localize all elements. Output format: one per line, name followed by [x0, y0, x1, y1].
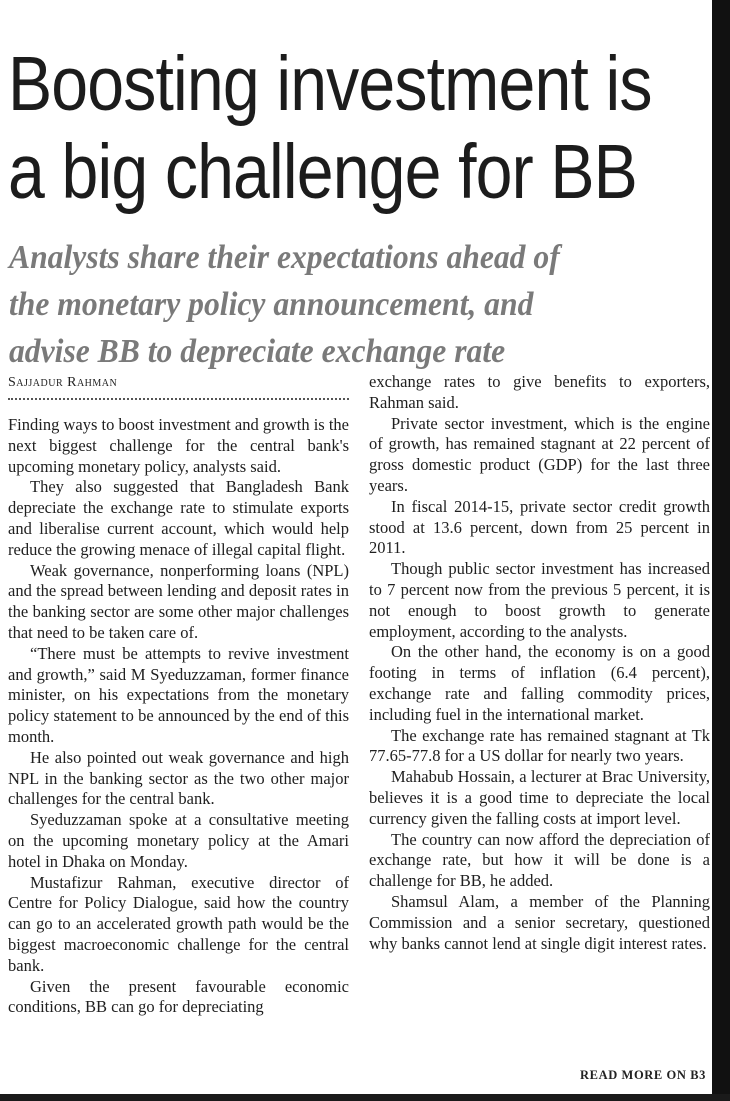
paragraph: Mahabub Hossain, a lecturer at Brac University, believes it is a good time to depreciate the local currency given the falling costs at import level.	[369, 767, 710, 828]
article-column-1	[8, 415, 349, 1018]
subheadline-line: Analysts share their expectations ahead of	[9, 239, 560, 276]
article-column-2	[369, 372, 710, 954]
paragraph: Weak governance, nonperforming loans (NPL) and the spread between lending and deposit rates in the banking sector are some other major challenges that need to be taken care of.	[8, 560, 349, 642]
paragraph: Shamsul Alam, a member of the Planning Commission and a senior secretary, questioned why banks cannot lend at single digit interest rates.	[369, 891, 710, 953]
page-bottom-bar	[0, 1094, 730, 1101]
paragraph: Though public sector investment has increased to 7 percent now from the previous 5 percent, it is not enough to boost growth to generate employment, according to the analysts.	[369, 559, 710, 641]
paragraph: The exchange rate has remained stagnant at Tk 77.65-77.8 for a US dollar for nearly two years.	[369, 725, 710, 766]
read-more-link[interactable]: READ MORE ON B3	[580, 1068, 707, 1082]
paragraph: Finding ways to boost investment and growth is the next biggest challenge for the central bank's upcoming monetary policy, analysts said.	[8, 415, 349, 476]
byline-divider	[8, 398, 349, 400]
subheadline-line: the monetary policy announcement, and	[9, 286, 534, 323]
headline-line: a big challenge for BB	[8, 129, 637, 215]
paragraph: He also pointed out weak governance and high NPL in the banking sector as the two other major challenges for the central bank.	[8, 747, 349, 809]
byline: Sajjadur Rahman	[8, 375, 118, 390]
page-edge-bar	[712, 0, 730, 1101]
paragraph: Given the present favourable economic conditions, BB can go for depreciating	[8, 976, 349, 1017]
paragraph: Syeduzzaman spoke at a consultative meeting on the upcoming monetary policy at the Amari hotel in Dhaka on Monday.	[8, 810, 349, 871]
paragraph: They also suggested that Bangladesh Bank depreciate the exchange rate to stimulate exports and liberalise current account, which would help reduce the growing menace of illegal capital flight.	[8, 477, 349, 559]
paragraph: exchange rates to give benefits to exporters, Rahman said.	[369, 372, 710, 412]
headline	[8, 40, 652, 216]
paragraph: On the other hand, the economy is on a good footing in terms of inflation (6.4 percent), exchange rate and falling commodity prices, including fuel in the international market.	[369, 642, 710, 724]
subheadline	[9, 234, 660, 375]
paragraph: In fiscal 2014-15, private sector credit growth stood at 13.6 percent, down from 25 percent in 2011.	[369, 496, 710, 558]
paragraph: Private sector investment, which is the engine of growth, has remained stagnant at 22 percent of gross domestic product (GDP) for the last three years.	[369, 413, 710, 495]
subheadline-line: advise BB to depreciate exchange rate	[9, 333, 506, 370]
paragraph: The country can now afford the depreciation of exchange rate, but how it will be done is a challenge for BB, he added.	[369, 829, 710, 891]
paragraph: “There must be attempts to revive investment and growth,” said M Syeduzzaman, former finance minister, on his expectations from the monetary policy statement to be announced by the end of this month.	[8, 643, 349, 746]
headline-line: Boosting investment is	[8, 41, 652, 127]
paragraph: Mustafizur Rahman, executive director of Centre for Policy Dialogue, said how the country can go to an accelerated growth path would be the biggest macroeconomic challenge for the central bank.	[8, 872, 349, 975]
